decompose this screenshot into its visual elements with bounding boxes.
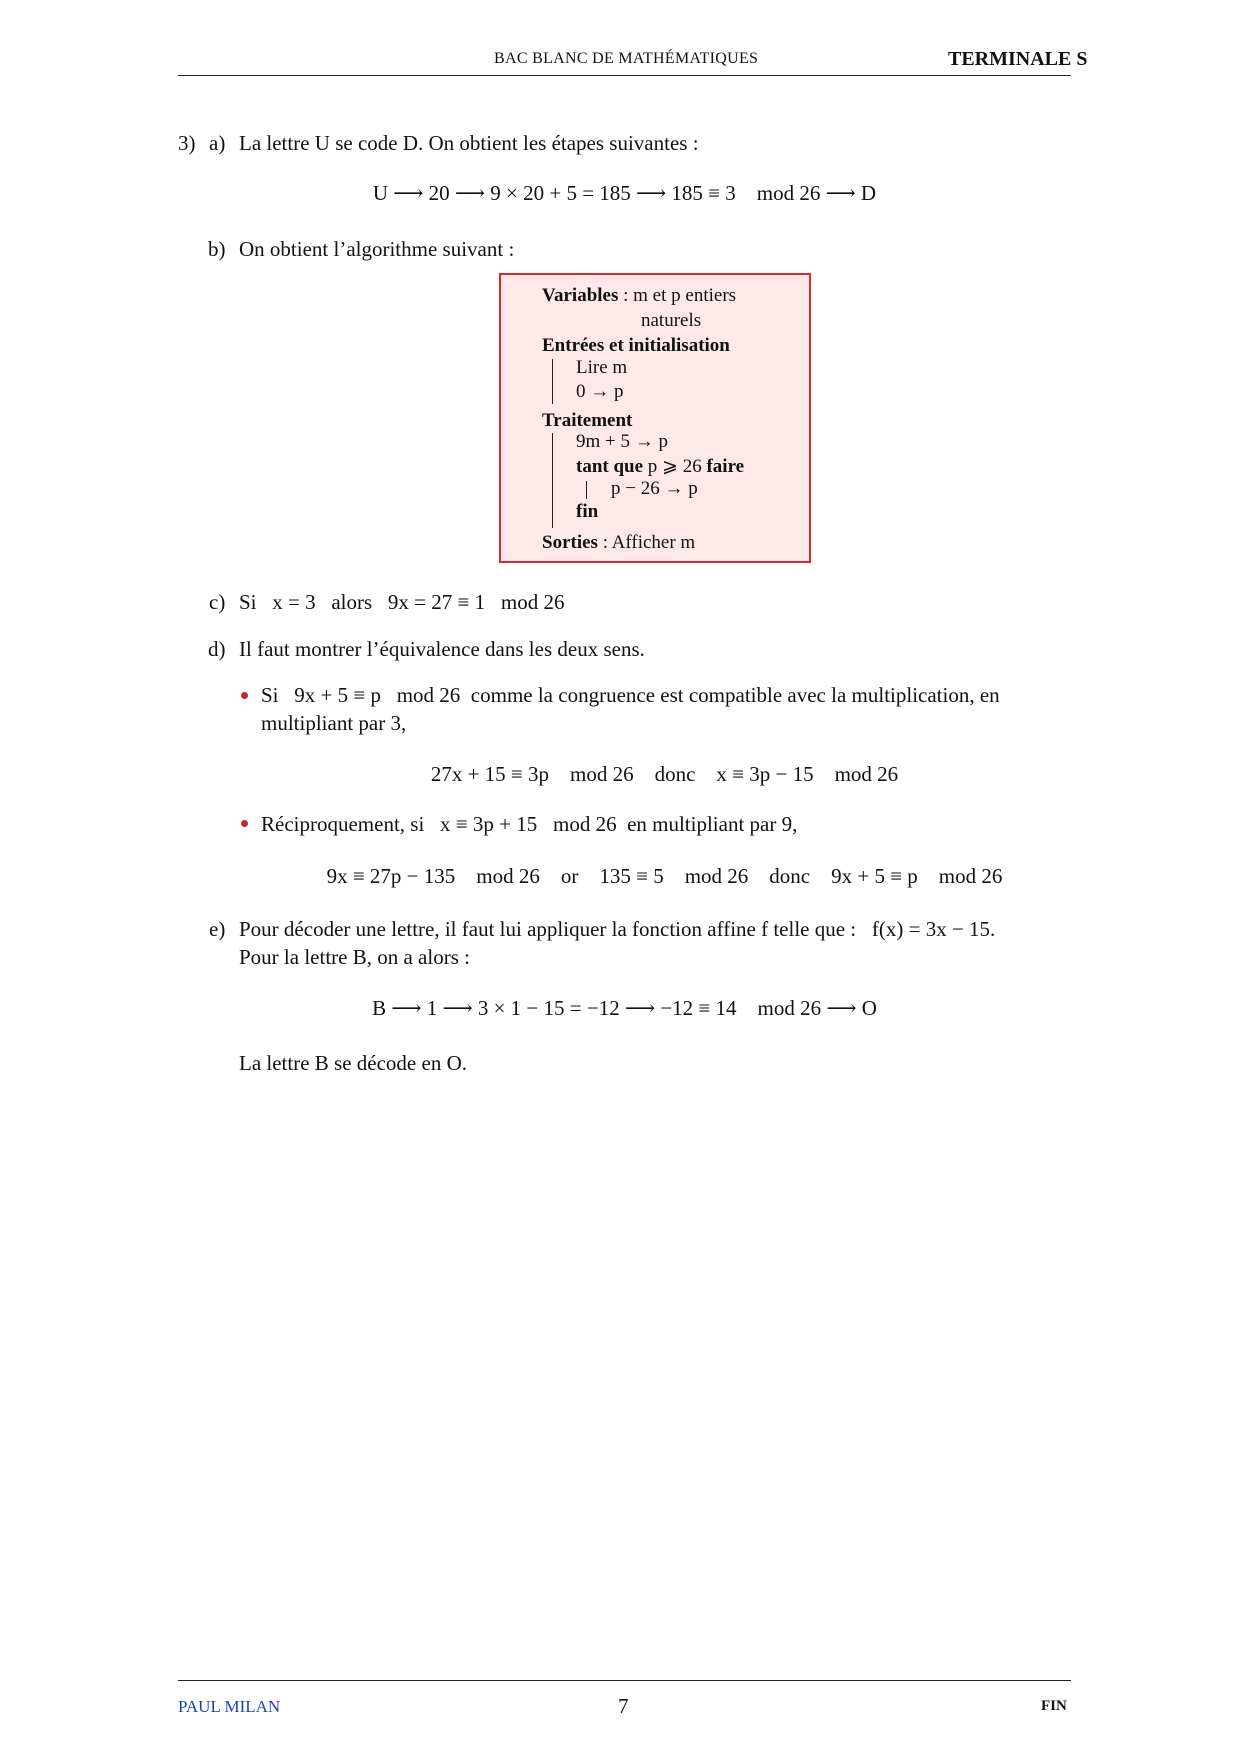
footer-rule	[178, 1680, 1071, 1681]
question-number: 3)	[178, 131, 196, 155]
part-c-text: Si x = 3 alors 9x = 27 ≡ 1 mod 26	[239, 590, 565, 614]
algo-loop-bar	[586, 481, 587, 499]
part-a-text: La lettre U se code D. On obtient les étapes suivantes :	[239, 131, 699, 155]
bullet-2-equation: 9x ≡ 27p − 135 mod 26 or 135 ≡ 5 mod 26 donc 9x + 5 ≡ p mod 26	[326, 864, 1003, 888]
part-c-label: c)	[209, 590, 226, 614]
algo-input-line-1: Lire m	[576, 357, 628, 378]
part-e-label: e)	[209, 917, 226, 941]
algo-proc-line-1: 9m + 5 → p	[576, 431, 668, 452]
bullet-1-equation: 27x + 15 ≡ 3p mod 26 donc x ≡ 3p − 15 mod 26	[430, 762, 899, 786]
algo-end: fin	[576, 501, 599, 522]
bullet-2-line: Réciproquement, si x ≡ 3p + 15 mod 26 en multipliant par 9,	[261, 812, 798, 836]
part-a-label: a)	[209, 131, 226, 155]
algo-variables-cont: naturels	[641, 310, 702, 331]
algo-inputs-bar	[552, 359, 553, 404]
header-class: TERMINALE S	[948, 48, 1088, 70]
part-a-equation: U ⟶ 20 ⟶ 9 × 20 + 5 = 185 ⟶ 185 ≡ 3 mod 26 ⟶ D	[372, 181, 877, 205]
part-d-text: Il faut montrer l’équivalence dans les deux sens.	[239, 637, 645, 661]
bullet-2	[241, 820, 248, 827]
algorithm-box	[499, 273, 811, 563]
footer-page-number: 7	[618, 1694, 629, 1718]
part-b-label: b)	[208, 237, 226, 261]
algo-processing-heading: Traitement	[542, 410, 633, 431]
footer-end: FIN	[1041, 1698, 1067, 1714]
algo-loop-line: p − 26 → p	[611, 478, 698, 499]
algo-input-line-2: 0 → p	[576, 381, 624, 402]
algo-variables: Variables : m et p entiers	[542, 285, 737, 306]
header-rule	[178, 75, 1071, 76]
bullet-1-line-1: Si 9x + 5 ≡ p mod 26 comme la congruence est compatible avec la multiplication, en	[261, 683, 1000, 707]
algo-inputs-heading: Entrées et initialisation	[542, 335, 730, 356]
bullet-1	[241, 692, 248, 699]
algo-outputs: Sorties : Afficher m	[542, 532, 696, 553]
part-b-text: On obtient l’algorithme suivant :	[239, 237, 515, 261]
part-d-label: d)	[208, 637, 226, 661]
algo-processing-bar	[552, 433, 553, 528]
part-e-line-2: Pour la lettre B, on a alors :	[239, 945, 470, 969]
header-title: BAC BLANC DE MATHÉMATIQUES	[494, 50, 759, 67]
algo-while-line: tant que p ⩾ 26 faire	[576, 456, 745, 477]
part-e-conclusion: La lettre B se décode en O.	[239, 1051, 467, 1075]
footer-author: PAUL MILAN	[178, 1697, 281, 1716]
part-e-equation: B ⟶ 1 ⟶ 3 × 1 − 15 = −12 ⟶ −12 ≡ 14 mod 26 ⟶ O	[372, 996, 877, 1020]
bullet-1-line-2: multipliant par 3,	[261, 711, 407, 735]
part-e-line-1: Pour décoder une lettre, il faut lui appliquer la fonction affine f telle que : f(x) = 3x − 15.	[239, 917, 996, 941]
